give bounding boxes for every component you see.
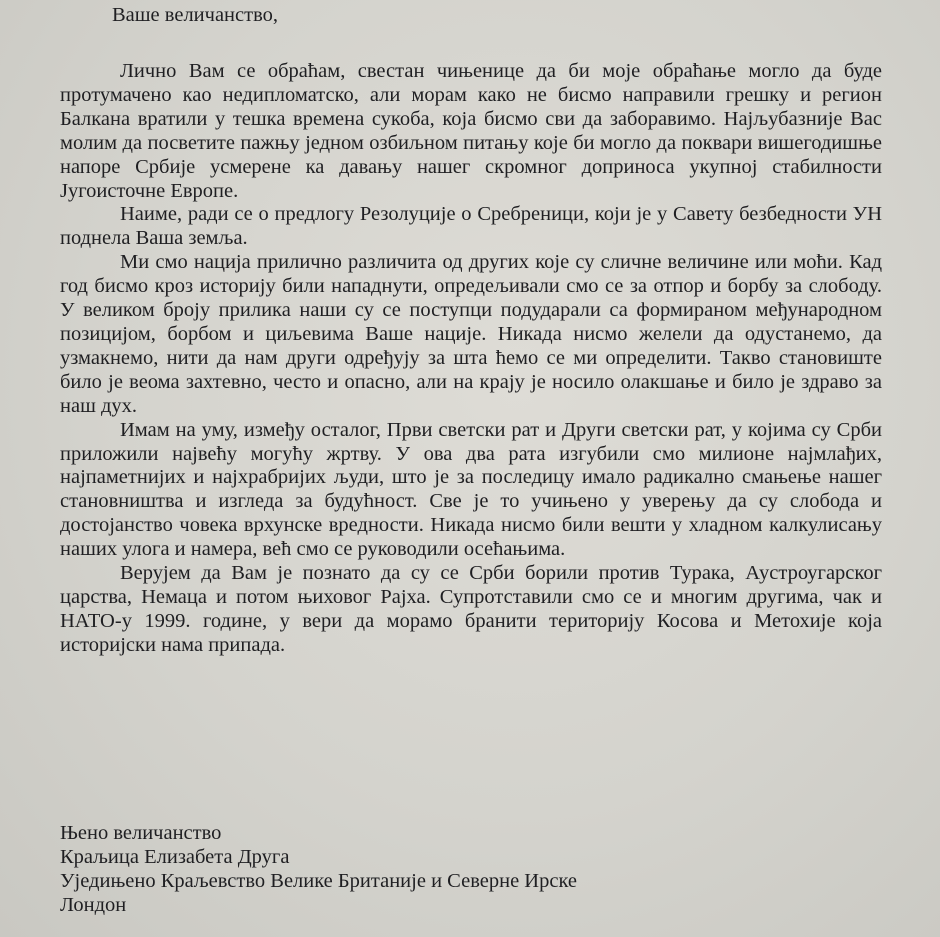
addressee-city: Лондон <box>60 893 127 916</box>
addressee-block <box>60 822 577 918</box>
paragraph: Наиме, ради се о предлогу Резолуције о Сребреници, који је у Савету безбедности УН поднела Ваша земља. <box>60 203 882 250</box>
paragraph: Имам на уму, између осталог, Први светски рат и Други светски рат, у којима су Срби приложили највећу могућу жртву. У ова два рата изгубили смо милионе најмлађих, најпаметнијих и најхрабријих људи, што је за последицу имало радикално смањење нашег становништва и изгледа за будућност. Све је то учињено у уверењу да су слобода и достојанство човека врхунске вредности. Никада нисмо били вешти у хладном калкулисању наших улога и намера, већ смо се руководили осећањима. <box>60 418 882 561</box>
addressee-title: Њено величанство <box>60 822 222 844</box>
letter-body <box>60 60 882 658</box>
paragraph: Лично Вам се обраћам, свестан чињенице да би моје обраћање могло да буде протумачено као недипломатско, али морам како не бисмо направили грешку и регион Балкана вратили у тешка времена сукоба, која бисмо сви да заборавимо. Најљубазније Вас молим да посветите пажњу једном озбиљном питању које би могло да поквари вишегодишње напоре Србије усмерене ка давању нашег скромног доприноса укупној стабилности Југоисточне Европе. <box>60 60 882 202</box>
salutation: Ваше величанство, <box>112 4 278 26</box>
paragraph: Ми смо нација прилично различита од других које су сличне величине или моћи. Кад год бисмо кроз историју били нападнути, опредељивали смо се за отпор и борбу за слободу. У великом броју прилика наши су се поступци подударали са формираном међународном позицијом, борбом и циљевима Ваше нације. Никада нисмо желели да одустанемо, да узмакнемо, нити да нам други одређују за шта ћемо се ми определити. Такво становиште било је веома захтевно, често и опасно, али на крају је носило олакшање и било је здраво за наш дух. <box>60 251 882 417</box>
paragraph: Верујем да Вам је познато да су се Срби борили против Турака, Аустроугарског царства, Немаца и потом њиховог Рајха. Супротставили смо се и многим другима, чак и НАТО-у 1999. године, у вери да морамо бранити територију Косова и Метохије која историјски нама припада. <box>60 562 882 656</box>
addressee-name: Краљица Елизабета Друга <box>60 845 290 868</box>
addressee-country: Уједињено Краљевство Велике Британије и Северне Ирске <box>60 869 577 892</box>
